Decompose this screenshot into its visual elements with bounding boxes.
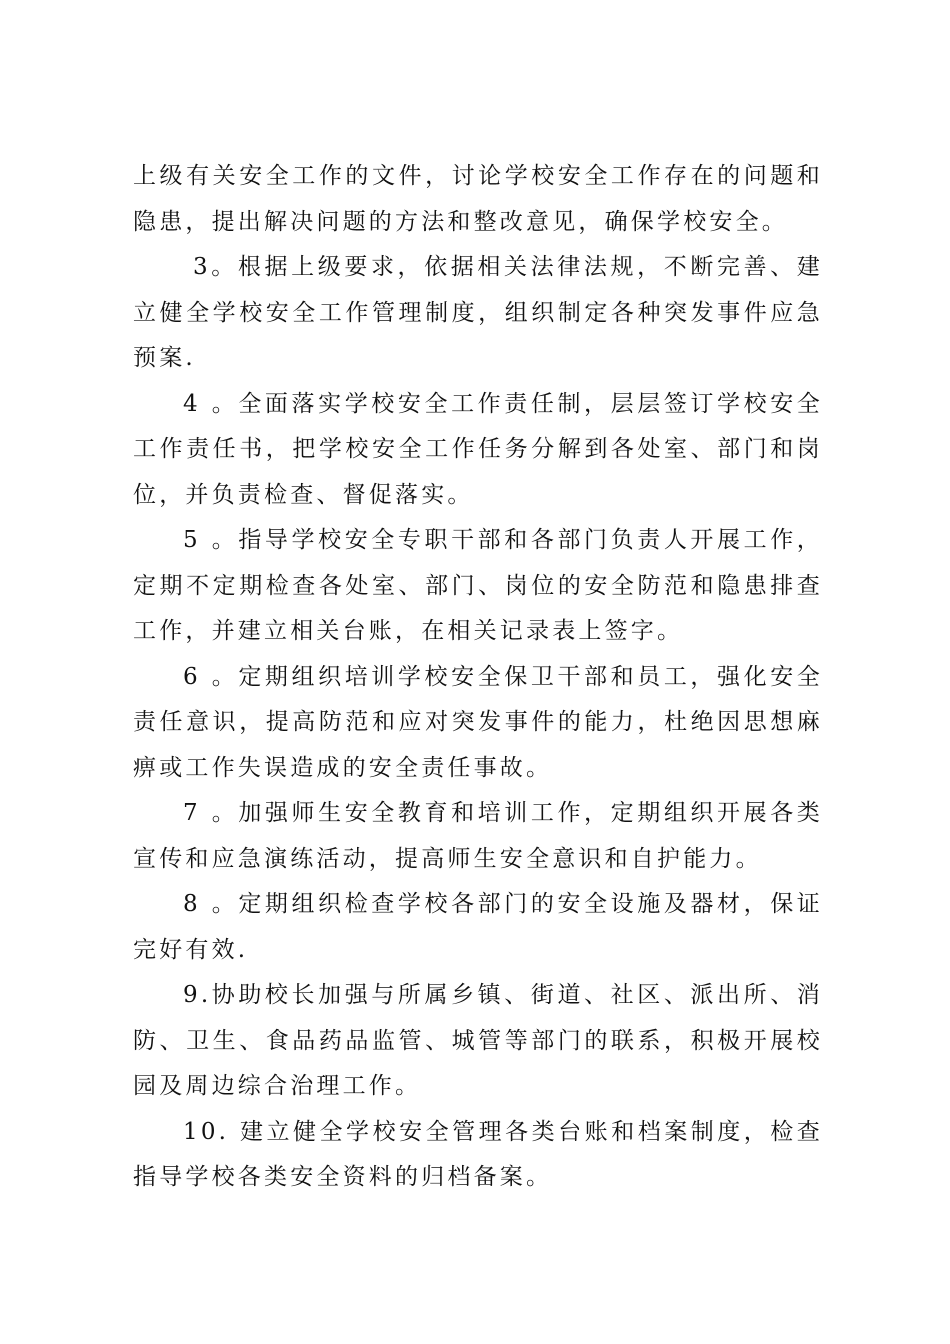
paragraph-item-10: 10. 建立健全学校安全管理各类台账和档案制度，检查指导学校各类安全资料的归档备案。 — [133, 1118, 823, 1190]
paragraph-item-8: 8 。定期组织检查学校各部门的安全设施及器材，保证完好有效. — [133, 891, 823, 963]
paragraph-item-4: 4 。全面落实学校安全工作责任制，层层签订学校安全工作责任书，把学校安全工作任务分解到各处室、部门和岗位，并负责检查、督促落实。 — [133, 390, 823, 508]
paragraph-item-6: 6 。定期组织培训学校安全保卫干部和员工，强化安全责任意识，提高防范和应对突发事件的能力，杜绝因思想麻痹或工作失误造成的安全责任事故。 — [133, 663, 823, 781]
paragraph-item-9: 9.协助校长加强与所属乡镇、街道、社区、派出所、消防、卫生、食品药品监管、城管等部门的联系，积极开展校园及周边综合治理工作。 — [133, 982, 823, 1099]
document-body — [133, 154, 823, 1201]
paragraph-item-7: 7 。加强师生安全教育和培训工作，定期组织开展各类宣传和应急演练活动，提高师生安全意识和自护能力。 — [133, 800, 823, 872]
paragraph-continuation: 上级有关安全工作的文件，讨论学校安全工作存在的问题和隐患，提出解决问题的方法和整改意见，确保学校安全。 — [133, 163, 823, 235]
paragraph-item-5: 5 。指导学校安全专职干部和各部门负责人开展工作，定期不定期检查各处室、部门、岗位的安全防范和隐患排查工作，并建立相关台账，在相关记录表上签字。 — [133, 527, 823, 644]
paragraph-item-3: 3。根据上级要求，依据相关法律法规，不断完善、建立健全学校安全工作管理制度，组织制定各种突发事件应急预案. — [133, 254, 823, 371]
